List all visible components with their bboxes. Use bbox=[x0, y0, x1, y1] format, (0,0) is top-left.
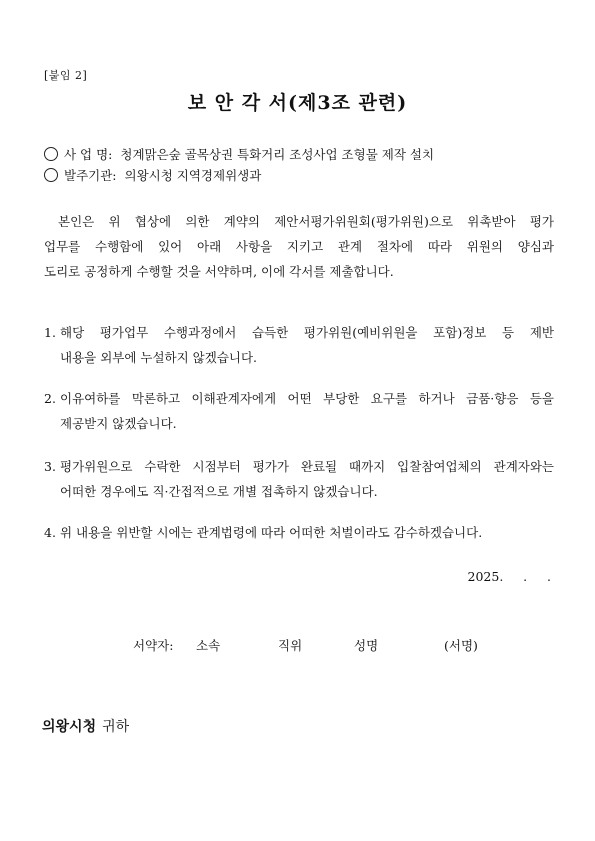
info-ordering-agency bbox=[44, 166, 261, 184]
pledge-paragraph bbox=[44, 209, 554, 284]
pledge-item bbox=[44, 386, 554, 436]
pledge-line: 업무를 수행함에 있어 아래 사항을 지키고 관계 절차에 따라 위원의 양심과 bbox=[44, 239, 554, 254]
signer-department-label: 소속 bbox=[196, 638, 221, 653]
signer-name-label: 성명 bbox=[354, 638, 379, 653]
addressee-suffix: 귀하 bbox=[102, 719, 130, 735]
info-project-name bbox=[44, 145, 434, 163]
item-text-continued: 어떠한 경우에도 직·간접적으로 개별 접촉하지 않겠습니다. bbox=[60, 484, 378, 499]
pledge-item bbox=[44, 454, 554, 504]
pledge-item bbox=[44, 520, 554, 545]
item-text-continued: 내용을 외부에 누설하지 않겠습니다. bbox=[60, 350, 258, 365]
pledge-item bbox=[44, 320, 554, 370]
info-value: 청계맑은숲 골목상권 특화거리 조성사업 조형물 제작 설치 bbox=[120, 147, 435, 162]
item-number: 3. bbox=[44, 459, 56, 474]
document-title: 보 안 각 서(제3조 관련) bbox=[187, 92, 408, 114]
item-text-continued: 제공받지 않겠습니다. bbox=[60, 416, 177, 431]
item-text: 이유여하를 막론하고 이해관계자에게 어떤 부당한 요구를 하거나 금품·향응 등을 bbox=[60, 391, 554, 406]
item-number: 4. bbox=[44, 525, 56, 540]
attachment-label: [붙임 2] bbox=[44, 69, 88, 82]
info-label: 사 업 명: bbox=[64, 147, 113, 162]
signer-label: 서약자: bbox=[133, 638, 174, 653]
signer-position-label: 직위 bbox=[278, 638, 303, 653]
addressee bbox=[42, 716, 129, 736]
circle-bullet-icon bbox=[44, 168, 58, 182]
pledge-date: 2025. . . bbox=[467, 569, 551, 584]
item-number: 1. bbox=[44, 325, 56, 340]
info-value: 의왕시청 지역경제위생과 bbox=[124, 168, 262, 183]
addressee-name: 의왕시청 bbox=[42, 719, 97, 735]
item-text: 해당 평가업무 수행과정에서 습득한 평가위원(예비위원을 포함)정보 등 제반 bbox=[60, 325, 554, 340]
item-text: 위 내용을 위반할 시에는 관계법령에 따라 어떠한 처벌이라도 감수하겠습니다. bbox=[60, 525, 483, 540]
item-number: 2. bbox=[44, 391, 56, 406]
circle-bullet-icon bbox=[44, 147, 58, 161]
pledge-line: 본인은 위 협상에 의한 계약의 제안서평가위원회(평가위원)으로 위촉받아 평가 bbox=[58, 214, 554, 229]
item-text: 평가위원으로 수락한 시점부터 평가가 완료될 때까지 입찰참여업체의 관계자와는 bbox=[60, 459, 554, 474]
pledge-line: 도리로 공정하게 수행할 것을 서약하며, 이에 각서를 제출합니다. bbox=[44, 264, 394, 279]
info-label: 발주기관: bbox=[64, 168, 117, 183]
signer-signature-label: (서명) bbox=[444, 638, 478, 653]
